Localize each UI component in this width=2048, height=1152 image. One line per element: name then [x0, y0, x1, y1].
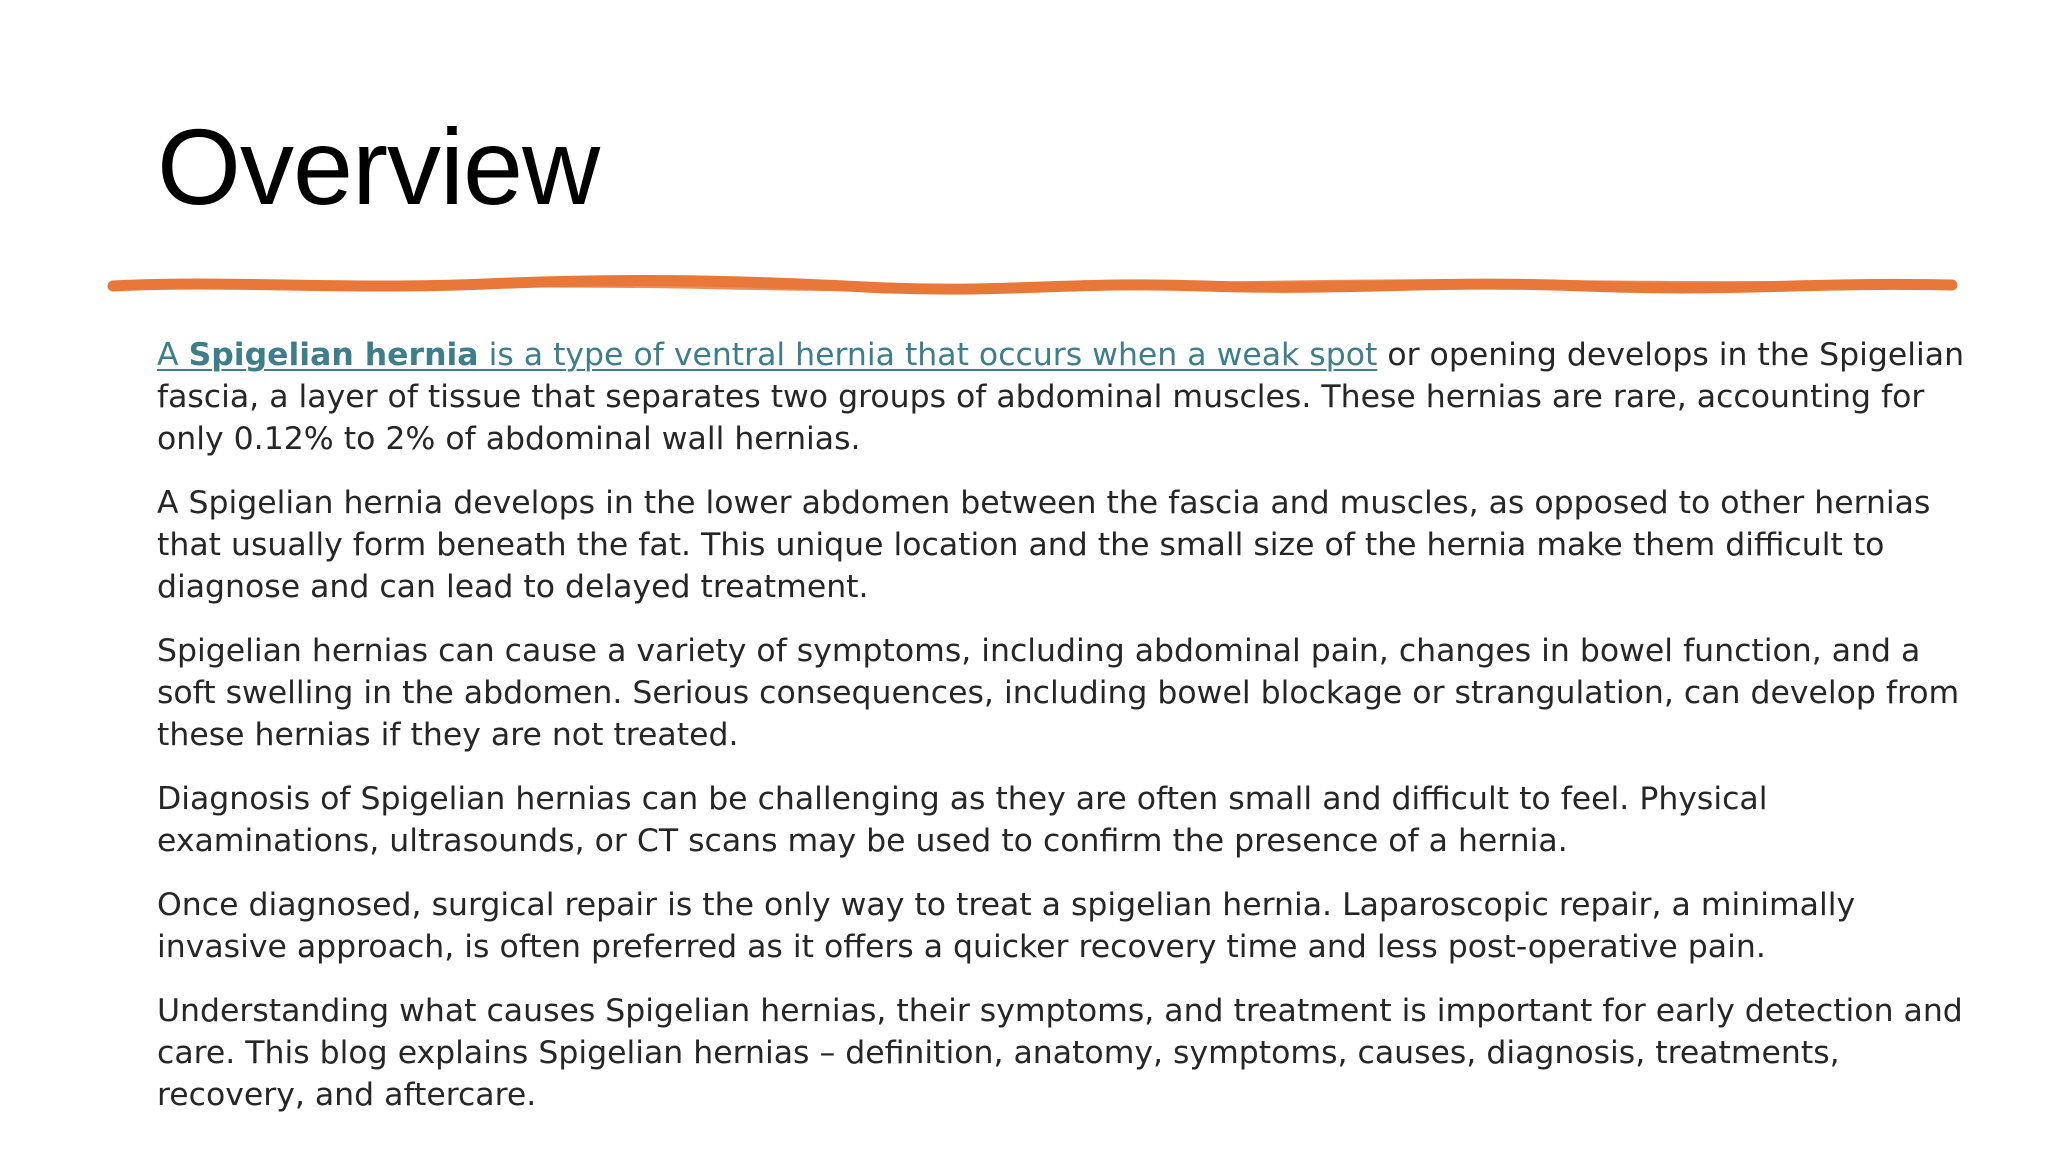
title-divider: [105, 270, 1960, 302]
paragraph-summary: Understanding what causes Spigelian hernias, their symptoms, and treatment is important for early detection and care. This blog explains Spigelian hernias – definition, anatomy, symptoms, causes, diagnosis, treatments, recovery, and aftercare.: [157, 993, 1963, 1113]
spigelian-hernia-link[interactable]: [157, 337, 1377, 373]
paragraph-definition: [157, 334, 1987, 460]
paragraph-diagnosis: Diagnosis of Spigelian hernias can be challenging as they are often small and difficult to feel. Physical examinations, ultrasounds, or CT scans may be used to confirm the presence of a hernia.: [157, 781, 1768, 859]
link-bold-term: Spigelian hernia: [188, 337, 479, 373]
link-suffix: is a type of ventral hernia that occurs when a weak spot: [478, 337, 1378, 373]
paragraph-definition-text: or opening develops in the Spigelian fascia, a layer of tissue that separates two groups of abdominal muscles. These hernias are rare, accounting for only 0.12% to 2% of abdominal wall hernias.: [157, 337, 1965, 457]
paragraph-location: A Spigelian hernia develops in the lower abdomen between the fascia and muscles, as opposed to other hernias that usually form beneath the fat. This unique location and the small size of the hernia make them difficult to diagnose and can lead to delayed treatment.: [157, 485, 1931, 605]
paragraph-treatment: Once diagnosed, surgical repair is the only way to treat a spigelian hernia. Laparoscopic repair, a minimally invasive approach, is often preferred as it offers a quicker recovery time and less post-operative pain.: [157, 887, 1856, 965]
slide-body: [157, 334, 1987, 1138]
slide-title: Overview: [157, 106, 600, 227]
link-prefix: A: [157, 337, 189, 373]
paragraph-symptoms: Spigelian hernias can cause a variety of symptoms, including abdominal pain, changes in bowel function, and a soft swelling in the abdomen. Serious consequences, including bowel blockage or strangulation, can develop from these hernias if they are not treated.: [157, 633, 1960, 753]
